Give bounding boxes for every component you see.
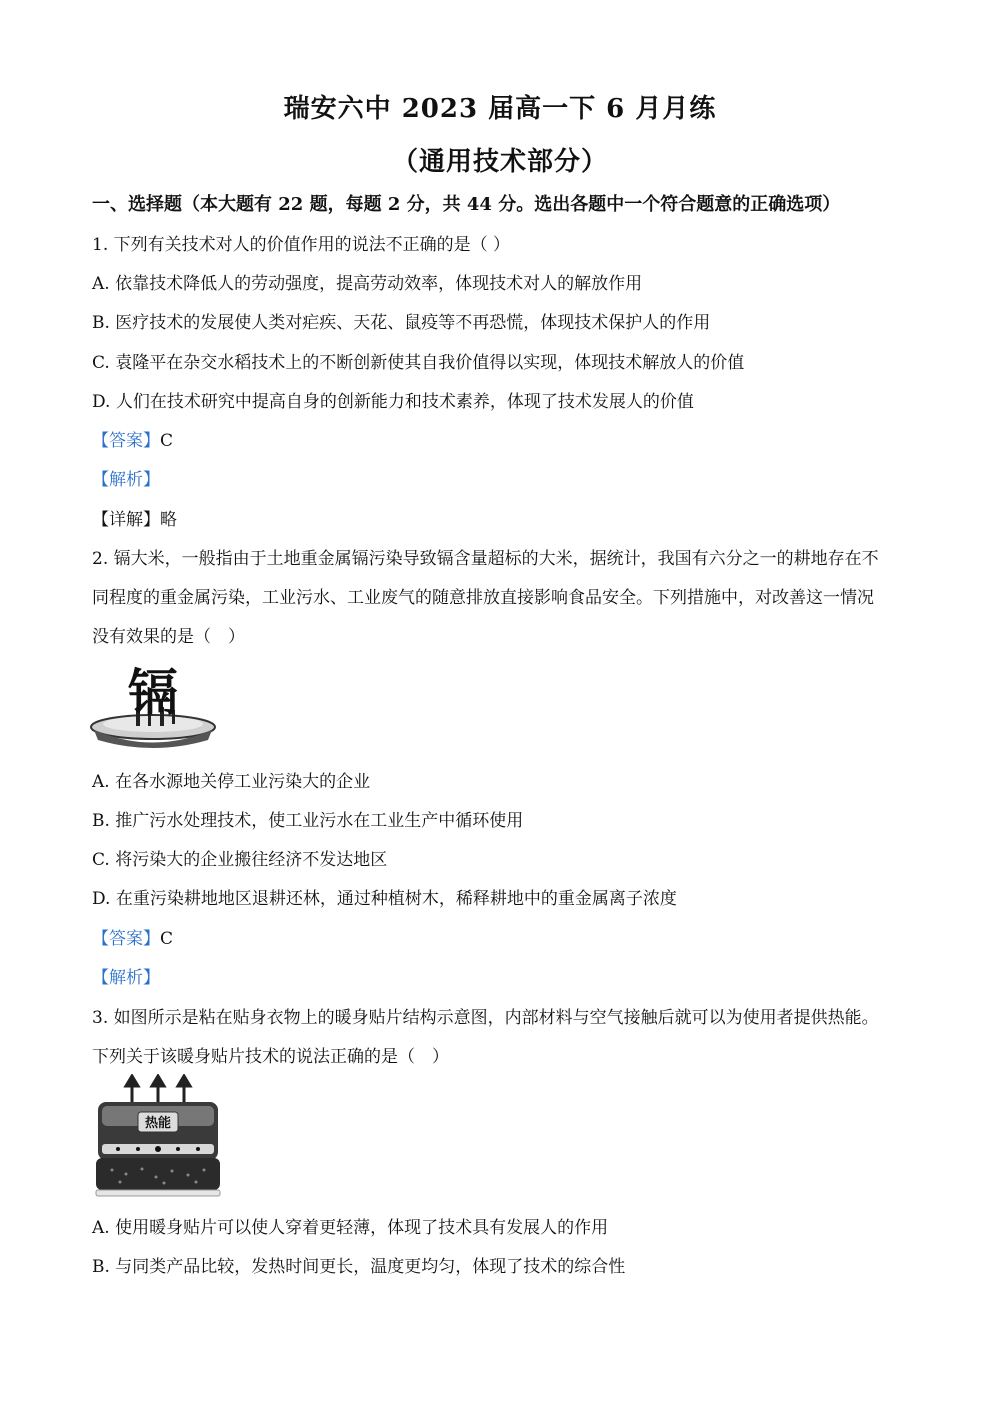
- q3-stem-line-2: 下列关于该暖身贴片技术的说法正确的是（ ）: [92, 1047, 449, 1067]
- analysis-label: 【解析】: [92, 470, 160, 490]
- cadmium-rice-figure: [90, 660, 220, 750]
- q1-analysis-row: [92, 465, 160, 490]
- cadmium-character: 镉: [128, 664, 178, 722]
- q2-option-d: D. 在重污染耕地地区退耕还林，通过种植树木，稀释耕地中的重金属离子浓度: [92, 889, 677, 909]
- page-subtitle: （通用技术部分）: [391, 147, 608, 177]
- q1-option-a: A. 依靠技术降低人的劳动强度，提高劳动效率，体现技术对人的解放作用: [92, 274, 643, 294]
- q1-detail-value: 略: [160, 510, 177, 530]
- page-title: 瑞安六中 2023 届高一下 6 月月练: [283, 94, 717, 124]
- heat-label: 热能: [144, 1116, 172, 1131]
- q1-answer-value: C: [160, 431, 174, 451]
- q3-stem-line-1: 3. 如图所示是粘在贴身衣物上的暖身贴片结构示意图，内部材料与空气接触后就可以为使用者提供热能。: [92, 1008, 879, 1028]
- detail-label: 【详解】: [92, 510, 160, 530]
- heat-arrows-icon: [126, 1076, 190, 1104]
- q1-answer-row: [92, 426, 173, 451]
- q1-option-d: D. 人们在技术研究中提高自身的创新能力和技术素养，体现了技术发展人的价值: [92, 392, 694, 412]
- q3-option-a: A. 使用暖身贴片可以使人穿着更轻薄，体现了技术具有发展人的作用: [92, 1218, 609, 1238]
- q2-stem-line-1: 2. 镉大米，一般指由于土地重金属镉污染导致镉含量超标的大米，据统计，我国有六分之一的耕地存在不: [92, 549, 879, 569]
- q2-option-b: B. 推广污水处理技术，使工业污水在工业生产中循环使用: [92, 811, 524, 831]
- answer-label: 【答案】: [92, 431, 160, 451]
- section-heading: 一、选择题（本大题有 22 题，每题 2 分，共 44 分。选出各题中一个符合题意的正确选项）: [92, 194, 841, 215]
- q1-stem: 1. 下列有关技术对人的价值作用的说法不正确的是（ ）: [92, 235, 511, 255]
- q1-option-b: B. 医疗技术的发展使人类对疟疾、天花、鼠疫等不再恐慌，体现技术保护人的作用: [92, 313, 711, 333]
- q2-option-a: A. 在各水源地关停工业污染大的企业: [92, 772, 371, 792]
- q2-option-c: C. 将污染大的企业搬往经济不发达地区: [92, 850, 388, 870]
- q1-option-c: C. 袁隆平在杂交水稻技术上的不断创新使其自我价值得以实现，体现技术解放人的价值: [92, 353, 745, 373]
- analysis-label: 【解析】: [92, 968, 160, 988]
- q3-option-b: B. 与同类产品比较，发热时间更长，温度更均匀，体现了技术的综合性: [92, 1257, 626, 1277]
- q2-analysis-row: [92, 963, 160, 988]
- q1-detail-row: [92, 505, 177, 530]
- q2-stem-line-2: 同程度的重金属污染，工业污水、工业废气的随意排放直接影响食品安全。下列措施中，对改善这一情况: [92, 588, 874, 608]
- heat-patch-figure: [92, 1074, 224, 1200]
- q2-answer-value: C: [160, 929, 174, 949]
- q2-stem-line-3: 没有效果的是（ ）: [92, 627, 245, 647]
- q2-answer-row: [92, 924, 173, 949]
- answer-label: 【答案】: [92, 929, 160, 949]
